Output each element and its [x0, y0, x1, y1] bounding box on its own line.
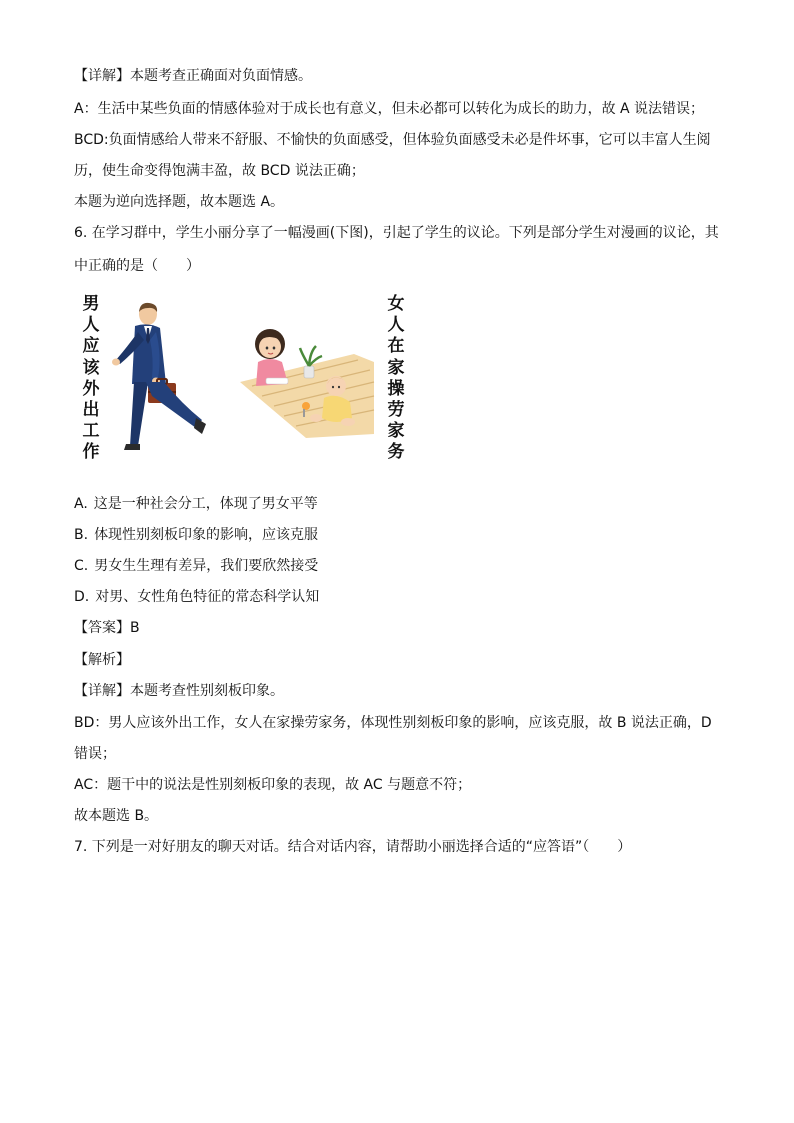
option-b-letter: B.	[74, 527, 89, 543]
option-c-letter: C.	[74, 558, 89, 574]
analysis-a: A：生活中某些负面的情感体验对于成长也有意义，但未必都可以转化为成长的助力，故 A 说法错误；	[74, 101, 705, 117]
question-6-line-1: 6. 在学习群中，学生小丽分享了一幅漫画(下图)，引起了学生的议论。下列是部分学生对漫画的议论，其	[74, 225, 719, 241]
answer-value: B	[130, 620, 140, 636]
question-6-line-2: 中正确的是（ ）	[74, 258, 200, 274]
option-b	[74, 525, 318, 545]
analysis-bd-line-2: 错误；	[74, 746, 116, 762]
analysis-ac: AC：题干中的说法是性别刻板印象的表现，故 AC 与题意不符；	[74, 777, 472, 793]
option-c	[74, 556, 318, 576]
analysis-bd-line-1: BD：男人应该外出工作，女人在家操劳家务，体现性别刻板印象的影响，应该克服，故 B 说法正确，D	[74, 715, 712, 731]
conclusion-1: 本题为逆向选择题，故本题选 A。	[74, 194, 285, 210]
detail-line-2: 【详解】本题考查性别刻板印象。	[74, 683, 284, 699]
conclusion-2: 故本题选 B。	[74, 808, 159, 824]
cartoon-left-caption: 男人应该外出工作	[82, 294, 100, 463]
analysis-bcd-line-2: 历，使生命变得饱满丰盈，故 BCD 说法正确；	[74, 163, 365, 179]
option-a	[74, 494, 318, 514]
woman-child-floor-illustration	[236, 322, 376, 440]
option-c-text: 男女生生理有差异，我们要欣然接受	[94, 558, 319, 574]
option-a-text: 这是一种社会分工，体现了男女平等	[93, 496, 318, 512]
option-d-text: 对男、女性角色特征的常态科学认知	[95, 589, 320, 605]
option-d-letter: D.	[74, 589, 90, 605]
answer-line	[74, 618, 140, 638]
man-walking-illustration	[108, 300, 213, 455]
detail-line-1: 【详解】本题考查正确面对负面情感。	[74, 68, 312, 84]
option-a-letter: A.	[74, 496, 88, 512]
question-7: 7. 下列是一对好朋友的聊天对话。结合对话内容，请帮助小丽选择合适的“应答语”（ ）	[74, 839, 632, 855]
option-d	[74, 587, 319, 607]
analysis-label: 【解析】	[74, 652, 130, 668]
answer-label: 【答案】	[74, 620, 130, 636]
analysis-bcd-line-1: BCD:负面情感给人带来不舒服、不愉快的负面感受，但体验负面感受未必是件坏事，它可以丰富人生阅	[74, 132, 711, 148]
cartoon-right-caption: 女人在家操劳家务	[387, 294, 405, 463]
option-b-text: 体现性别刻板印象的影响，应该克服	[94, 527, 319, 543]
